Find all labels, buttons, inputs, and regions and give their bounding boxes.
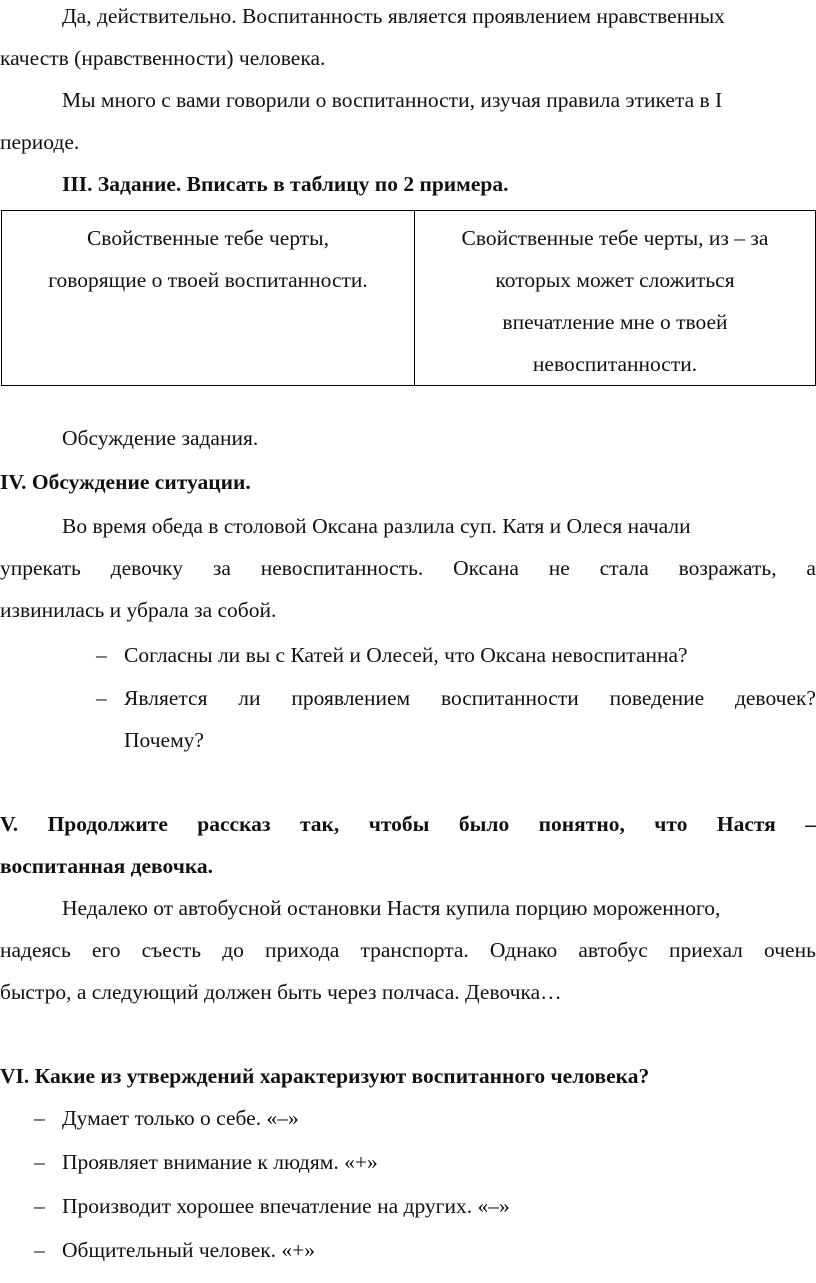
word: съесть [141, 938, 202, 962]
word: надеясь [0, 938, 71, 962]
section-4-line-3: извинилась и убрала за собой. [0, 598, 277, 622]
statement-3: Производит хорошее впечатление на других. «–» [62, 1194, 510, 1218]
intro-line-3: Мы много с вами говорили о воспитанности, изучая правила этикета в I [62, 88, 723, 112]
question-2-continuation: Почему? [124, 728, 204, 752]
cell-line: Свойственные тебе черты, [86, 226, 330, 250]
word: девочек? [734, 686, 816, 710]
intro-line-2: качеств (нравственности) человека. [0, 46, 326, 70]
section-4-heading: IV. Обсуждение ситуации. [0, 470, 251, 494]
cell-line: Свойственные тебе черты, из – за [461, 226, 769, 250]
word: проявлением [291, 686, 411, 710]
dash-marker: – [34, 1150, 45, 1174]
dash-marker: – [34, 1238, 45, 1262]
intro-line-4: периоде. [0, 130, 80, 154]
statement-4: Общительный человек. «+» [62, 1238, 316, 1262]
table-row [2, 211, 816, 386]
dash-marker: – [34, 1106, 45, 1130]
word: воспитанности [440, 686, 579, 710]
word: приехал [668, 938, 743, 962]
section-6-heading: VI. Какие из утверждений характеризуют воспитанного человека? [0, 1064, 650, 1088]
word: так, [299, 812, 340, 836]
dash-marker: – [34, 1194, 45, 1218]
word: его [91, 938, 121, 962]
statement-2: Проявляет внимание к людям. «+» [62, 1150, 378, 1174]
question-2 [124, 688, 816, 710]
word: Настя [716, 812, 776, 836]
word: до [222, 938, 244, 962]
word: рассказ [197, 812, 271, 836]
section-5-line-1: Недалеко от автобусной остановки Настя купила порцию мороженного, [62, 896, 721, 920]
word: чтобы [368, 812, 430, 836]
section-4-line-2 [0, 558, 816, 580]
statement-1: Думает только о себе. «–» [62, 1106, 299, 1130]
word: – [805, 812, 816, 836]
word: возражать, [678, 556, 777, 580]
word: было [458, 812, 510, 836]
word: транспорта. [360, 938, 469, 962]
cell-line: говорящие о твоей воспитанности. [48, 268, 368, 292]
section-5-heading-line-1 [0, 814, 816, 836]
dash-marker: – [96, 686, 107, 710]
section-3-heading: III. Задание. Вписать в таблицу по 2 примера. [62, 172, 509, 196]
word: не [548, 556, 570, 580]
word: автобус [578, 938, 648, 962]
cell-line: невоспитанности. [532, 352, 698, 376]
word: за [212, 556, 231, 580]
section-4-line-1: Во время обеда в столовой Оксана разлила суп. Катя и Олеся начали [62, 514, 691, 538]
word: Оксана [453, 556, 519, 580]
cell-line: которых может сложиться [495, 268, 735, 292]
word: девочку [110, 556, 184, 580]
word: невоспитанность. [260, 556, 424, 580]
section-5-line-2 [0, 940, 816, 962]
word: что [654, 812, 688, 836]
section-5-line-3: быстро, а следующий должен быть через полчаса. Девочка… [0, 980, 562, 1004]
section-5-heading-line-2: воспитанная девочка. [0, 854, 214, 878]
word: упрекать [0, 556, 81, 580]
intro-line-1: Да, действительно. Воспитанность является проявлением нравственных [62, 4, 725, 28]
word: очень [764, 938, 816, 962]
table-cell-bad-traits[interactable] [415, 211, 816, 386]
word: а [806, 556, 816, 580]
word: понятно, [538, 812, 625, 836]
word: стала [599, 556, 649, 580]
table-cell-good-traits[interactable] [2, 211, 415, 386]
word: прихода [265, 938, 340, 962]
word: V. [0, 812, 19, 836]
dash-marker: – [96, 643, 107, 667]
word: Однако [489, 938, 558, 962]
word: поведение [609, 686, 705, 710]
cell-line: впечатление мне о твоей [502, 310, 728, 334]
word: ли [238, 686, 261, 710]
discussion-text: Обсуждение задания. [62, 426, 259, 450]
word: Продолжите [47, 812, 168, 836]
task-table [1, 210, 816, 386]
question-1: Согласны ли вы с Катей и Олесей, что Оксана невоспитанна? [124, 643, 688, 667]
word: Является [124, 686, 208, 710]
